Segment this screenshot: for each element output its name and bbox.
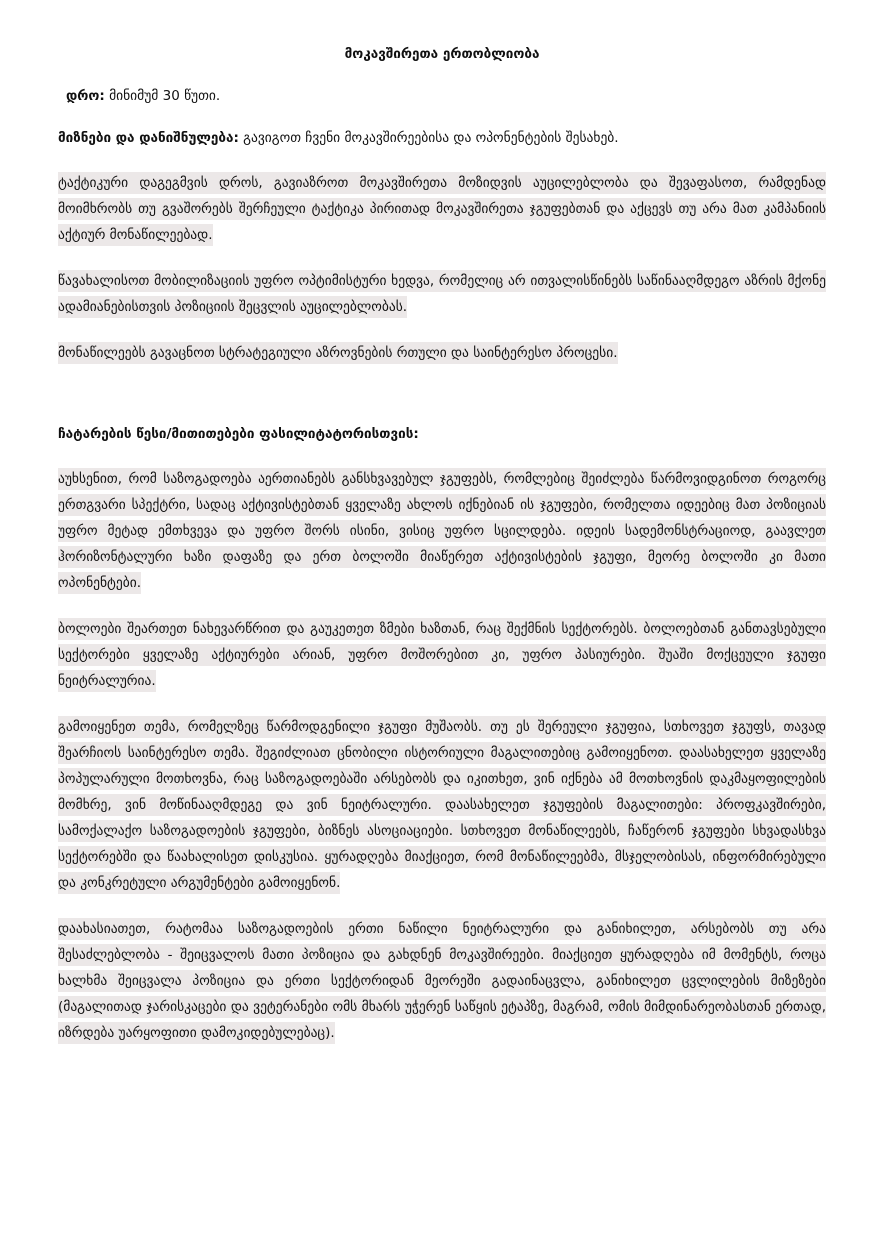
time-label: დრო: — [66, 88, 105, 104]
instruction-paragraph — [58, 714, 826, 896]
document-page — [58, 44, 826, 1066]
intro-paragraph-text: წავახალისოთ მობილიზაციის უფრო ოპტიმისტური ხედვა, რომელიც არ ითვალისწინებს საწინააღმდეგო აზრის მქონე ადამიანებისთვის პოზიციის შეცვლის აუცილებლობას. — [58, 270, 826, 318]
instruction-paragraph-text: ბოლოები შეართეთ ნახევარწრით და გაუკეთეთ ზმები ხაზთან, რაც შექმნის სექტორებს. ბოლოებთან განთავსებული სექტორები ყველაზე აქტიურები არიან, უფრო მოშორებით კი, უფრო პასიურები. შუაში მოქცეული ჯგუფი ნეიტრალურია. — [58, 618, 826, 692]
goals-line — [58, 128, 826, 148]
goals-label: მიზნები და დანიშნულება: — [58, 130, 239, 146]
instruction-paragraph — [58, 616, 826, 694]
intro-paragraph — [58, 170, 826, 248]
time-line — [66, 86, 826, 106]
intro-paragraph-text: მონაწილეებს გავაცნოთ სტრატეგიული აზროვნების რთული და საინტერესო პროცესი. — [58, 342, 618, 364]
instruction-paragraph — [58, 916, 826, 1046]
section-spacer — [58, 386, 826, 424]
document-title: მოკავშირეთა ერთობლიობა — [344, 46, 540, 62]
instruction-paragraph-text: გამოიყენეთ თემა, რომელზეც წარმოდგენილი ჯგუფი მუშაობს. თუ ეს შერეული ჯგუფია, სთხოვეთ ჯგუფს, თავად შეარჩიოს საინტერესო თემა. შეგიძლიათ ცნობილი ისტორიული მაგალითებიც გამოიყენოთ. დაასახელეთ ყველაზე პოპულარული მოთხოვნა, რაც საზოგადოებაში არსებობს და იკითხეთ, ვინ იქნება ამ მოთხოვნის დაკმაყოფილების მომხრე, ვინ მოწინააღმდეგე და ვინ ნეიტრალური. დაასახელეთ ჯგუფების მაგალითები: პროფკავშირები, სამოქალაქო საზოგადოების ჯგუფები, ბიზნეს ასოციაციები. სთხოვეთ მონაწილეებს, ჩაწერონ ჯგუფები სხვადასხვა სექტორებში და წაახალისეთ დისკუსია. ყურადღება მიაქციეთ, რომ მონაწილეებმა, მსჯელობისას, ინფორმირებული და კონკრეტული არგუმენტები გამოიყენონ. — [58, 716, 826, 894]
time-value: მინიმუმ 30 წუთი. — [104, 88, 221, 104]
section-heading: ჩატარების წესი/მითითებები ფასილიტატორისთვის: — [58, 426, 419, 442]
instruction-paragraph — [58, 466, 826, 596]
instruction-paragraph-text: დაახასიათეთ, რატომაა საზოგადოების ერთი ნაწილი ნეიტრალური და განიხილეთ, არსებობს თუ არა შესაძლებლობა - შეიცვალოს მათი პოზიცია და გახდნენ მოკავშირეები. მიაქციეთ ყურადღება იმ მომენტს, როცა ხალხმა შეიცვალა პოზიცია და ერთი სექტორიდან მეორეში გადაინაცვლა, განიხილეთ ცვლილების მიზეზები (მაგალითად ჯარისკაცები და ვეტერანები ომს მხარს უჭერენ საწყის ეტაპზე, მაგრამ, ომის მიმდინარეობასთან ერთად, იზრდება უარყოფითი დამოკიდებულებაც). — [58, 918, 826, 1044]
intro-paragraph — [58, 268, 826, 320]
intro-paragraph-text: ტაქტიკური დაგეგმვის დროს, გავიაზროთ მოკავშირეთა მოზიდვის აუცილებლობა და შევაფასოთ, რამდენად მოიმხრობს თუ გვაშორებს შერჩეული ტაქტიკა პირითად მოკავშირეთა ჯგუფებთან და აქცევს თუ არა მათ კამპანიის აქტიურ მონაწილეებად. — [58, 172, 826, 246]
instruction-paragraph-text: აუხსენით, რომ საზოგადოება აერთიანებს განსხვავებულ ჯგუფებს, რომლებიც შეიძლება წარმოვიდგინოთ როგორც ერთგვარი სპექტრი, სადაც აქტივისტებთან ყველაზე ახლოს იქნებიან ის ჯგუფები, რომელთა იდეებიც მათ პოზიციას უფრო მეტად ემთხვევა და უფრო შორს ისინი, ვისიც უფრო სცილდება. იდეის სადემონსტრაციოდ, გაავლეთ ჰორიზონტალური ხაზი დაფაზე და ერთ ბოლოში მიაწერეთ აქტივისტების ჯგუფი, მეორე ბოლოში კი მათი ოპონენტები. — [58, 468, 826, 594]
goals-value: გავიგოთ ჩვენი მოკავშირეებისა და ოპონენტების შესახებ. — [238, 130, 619, 146]
intro-paragraph — [58, 340, 826, 366]
